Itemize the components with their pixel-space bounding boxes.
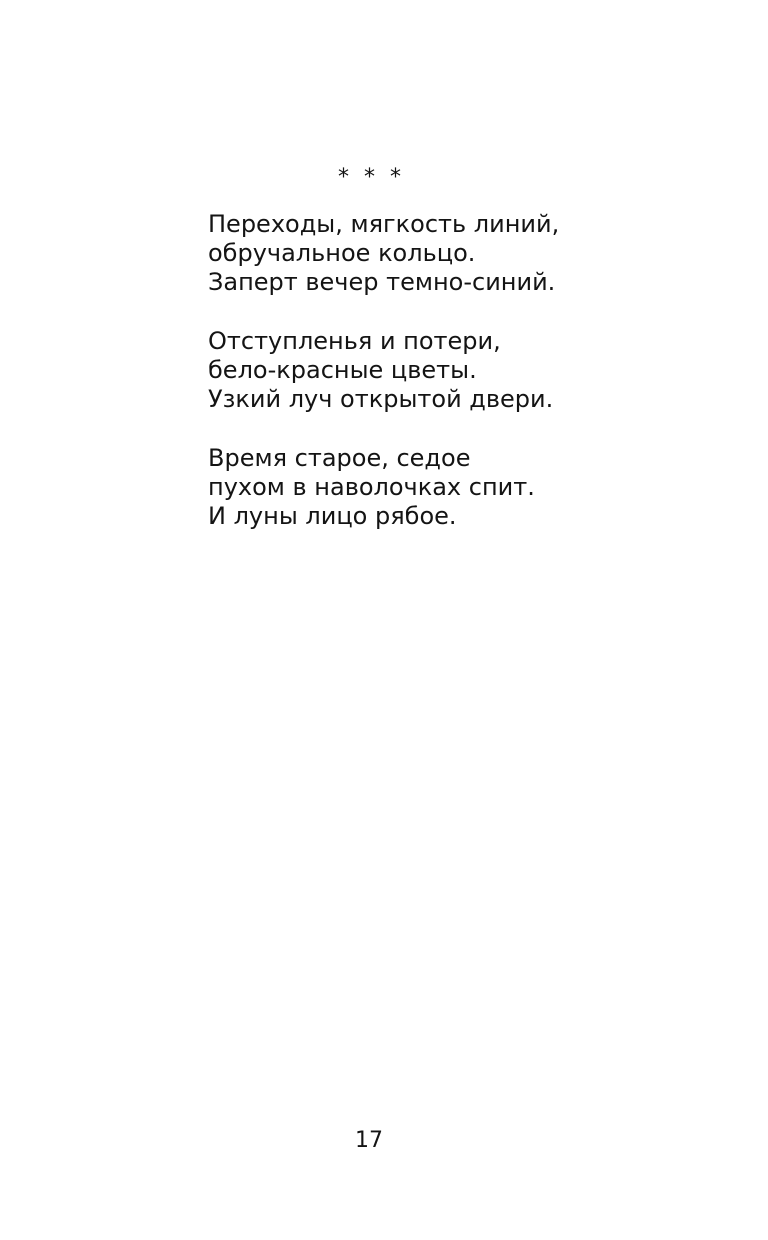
poem-line: Переходы, мягкость линий, — [208, 210, 560, 238]
section-separator: * * * — [338, 165, 405, 190]
stanza-2 — [208, 327, 568, 414]
page-number: 17 — [355, 1128, 383, 1153]
poem-line: пухом в наволочках спит. — [208, 473, 535, 501]
poem-line: Заперт вечер темно-синий. — [208, 268, 556, 296]
poem-line: обручальное кольцо. — [208, 239, 476, 267]
poem-line: Узкий луч открытой двери. — [208, 385, 554, 413]
stanza-3 — [208, 444, 568, 531]
poem-line: Время старое, седое — [208, 444, 471, 472]
poem-line: И луны лицо рябое. — [208, 502, 457, 530]
stanza-1 — [208, 210, 568, 297]
poem-line: Отступленья и потери, — [208, 327, 501, 355]
poem-line: бело-красные цветы. — [208, 356, 477, 384]
poem — [208, 210, 568, 561]
